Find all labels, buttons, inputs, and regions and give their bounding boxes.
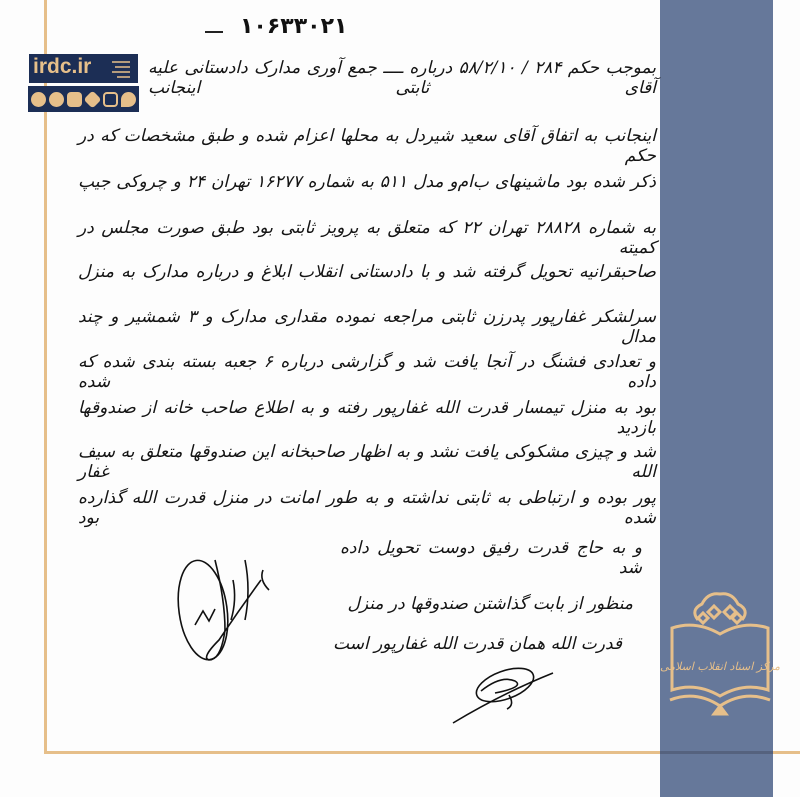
sidebar-border-overlap <box>660 751 773 754</box>
archive-center-logo <box>659 588 781 718</box>
aparat-icon[interactable] <box>49 92 64 107</box>
text-line: شد و چیزی مشکوکی یافت نشد و به اظهار صاحبخانه این صندوقها متعلق به سیف الله غفار <box>78 442 656 482</box>
document-number: ۱۰۶۳۳۰۲۱ <box>240 14 348 39</box>
signature-left <box>175 540 285 680</box>
text-line: پور بوده و ارتباطی به ثابتی نداشته و به طور امانت در منزل قدرت الله گذارده شده بود <box>78 488 656 528</box>
telegram-icon[interactable] <box>67 92 82 107</box>
irdc-site-label: irdc.ir <box>33 55 92 78</box>
text-line: سرلشکر غفارپور پدرزن ثابتی مراجعه نموده مقداری مدارک و ۳ شمشیر و چند مدال <box>78 307 656 347</box>
rubika-icon[interactable] <box>83 90 101 108</box>
twitter-icon[interactable] <box>121 92 136 107</box>
text-line: و تعدادی فشنگ در آنجا یافت شد و گزارشی درباره ۶ جعبه بسته بندی شده که داده شده <box>78 352 656 392</box>
frame-border-left <box>44 0 47 754</box>
social-icons-bar <box>28 86 139 112</box>
archive-center-logo-text: مرکز اسناد انقلاب اسلامی <box>659 660 781 673</box>
text-line: بود به منزل تیمسار قدرت الله غفارپور رفته و به اطلاع صاحب خانه از صندوقها بازدید <box>78 398 656 438</box>
number-dash <box>205 31 223 33</box>
signature-bottom <box>445 665 565 725</box>
irdc-logo[interactable] <box>29 54 138 83</box>
text-line: منظور از بابت گذاشتن صندوقها در منزل <box>347 594 633 614</box>
text-line: قدرت الله همان قدرت الله غفارپور است <box>333 634 622 654</box>
text-line: صاحبقرانیه تحویل گرفته شد و با دادستانی انقلاب ابلاغ و درباره مدارک به منزل <box>78 262 656 282</box>
text-line: اینجانب به اتفاق آقای سعید شیردل به محلها اعزام شده و طبق مشخصات که در حکم <box>78 126 656 166</box>
eitaa-icon[interactable] <box>31 92 46 107</box>
irdc-mark-icon <box>109 58 133 79</box>
text-line: و به حاج قدرت رفیق دوست تحویل داده شد <box>340 538 643 578</box>
text-line: بموجب حکم ۲۸۴ / ۵۸/۲/۱۰ درباره ــــ جمع آوری مدارک دادستانی علیه آقای ثابتی اینجانب <box>148 58 656 98</box>
instagram-icon[interactable] <box>103 92 118 107</box>
text-line: ذکر شده بود ماشینهای ب‌ام‌و مدل ۵۱۱ به شماره ۱۶۲۷۷ تهران ۲۴ و چروکی جیپ <box>78 172 656 192</box>
text-line: به شماره ۲۸۸۲۸ تهران ۲۲ که متعلق به پرویز ثابتی بود طبق صورت مجلس در کمیته <box>78 218 656 258</box>
